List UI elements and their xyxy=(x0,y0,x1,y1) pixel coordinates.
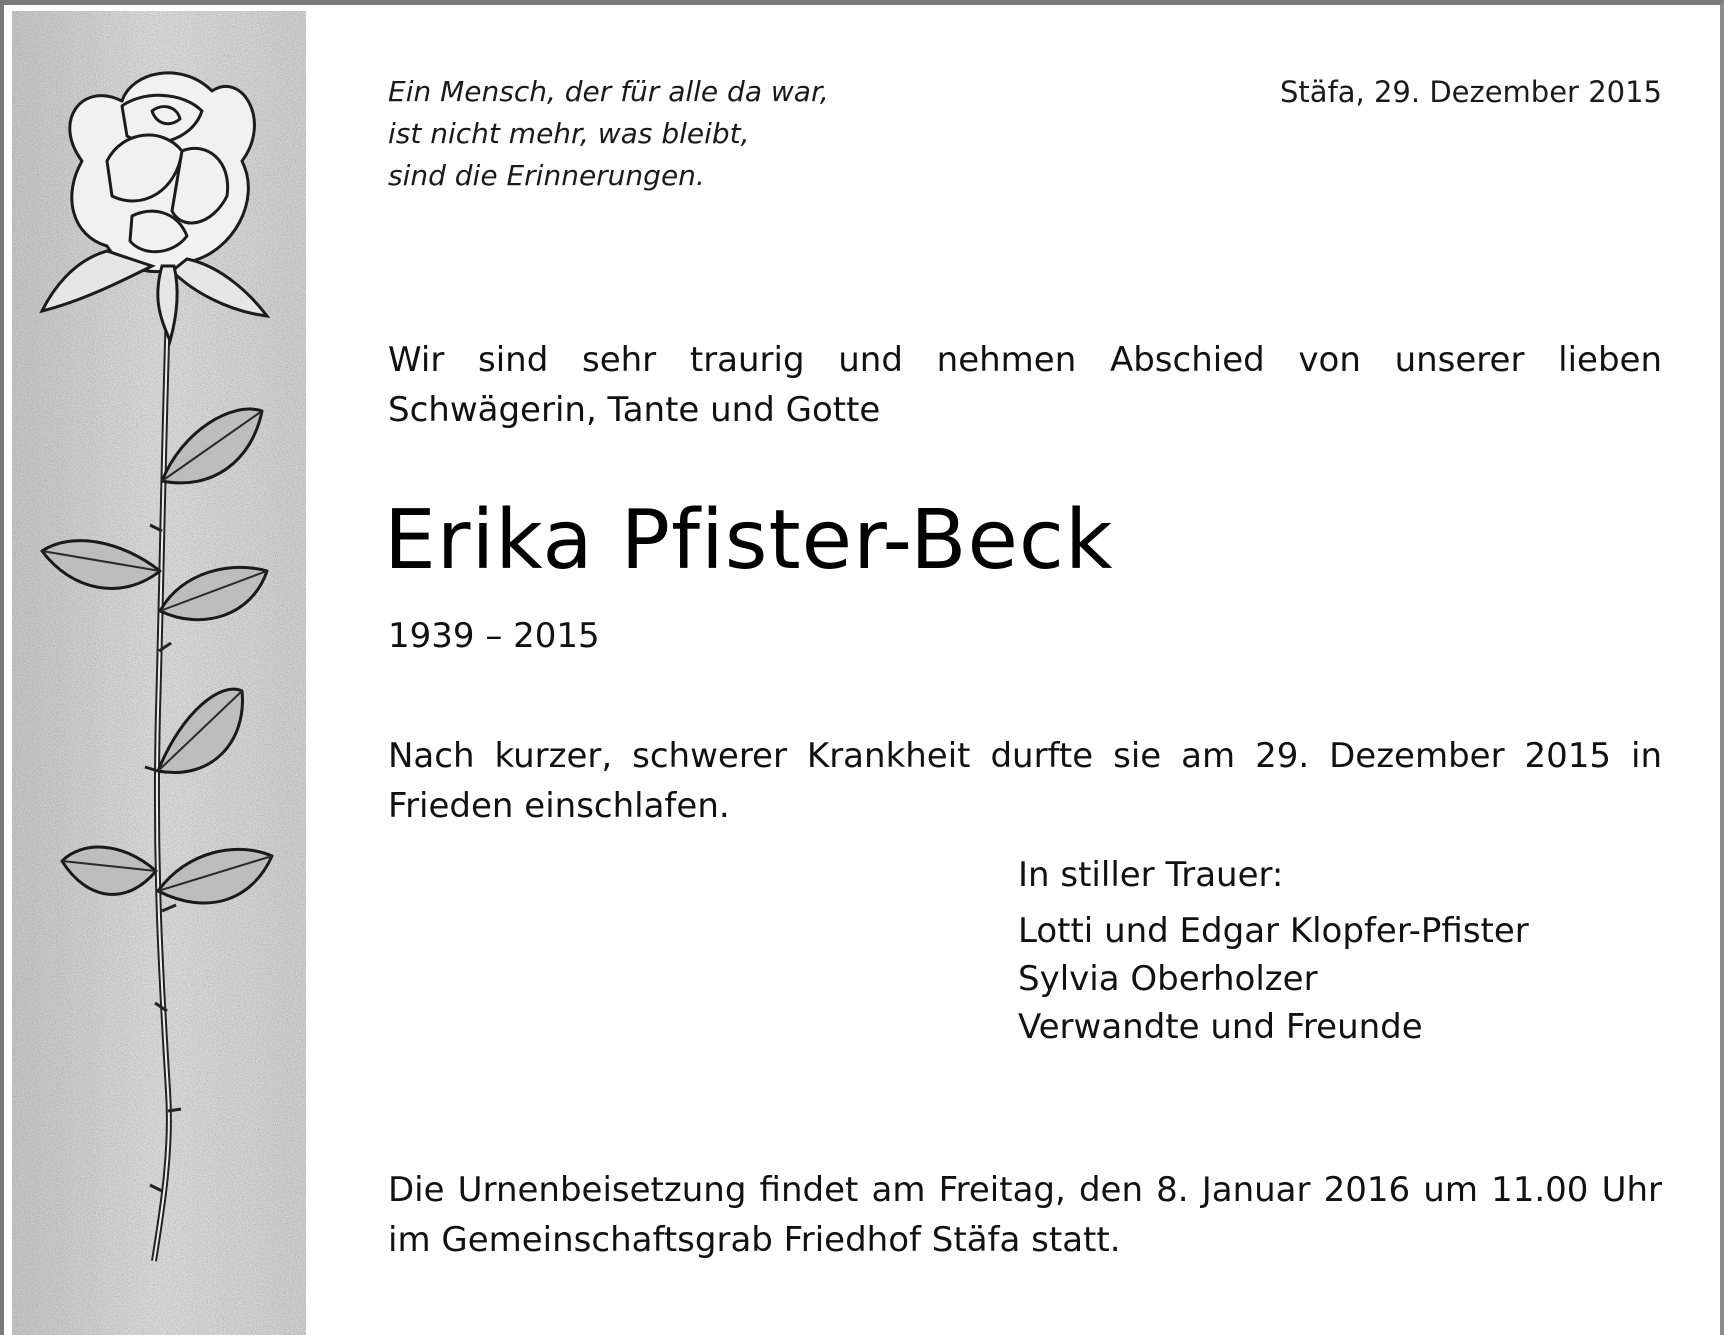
mourner-name: Sylvia Oberholzer xyxy=(1018,959,1318,999)
motto-line: ist nicht mehr, was bleibt, xyxy=(388,117,750,150)
intro-paragraph: Wir sind sehr traurig und nehmen Abschied von unserer lieben Schwägerin, Tante und Gotte xyxy=(388,340,1662,430)
mourners-block xyxy=(1018,851,1618,1051)
rose-drawing-icon xyxy=(12,11,306,1335)
notice-text-area xyxy=(384,5,1662,1335)
motto-verse xyxy=(388,71,948,197)
burial-paragraph: Die Urnenbeisetzung findet am Freitag, den 8. Januar 2016 um 11.00 Uhr im Gemeinschaftsgrab Friedhof Stäfa statt. xyxy=(388,1170,1662,1260)
passing-paragraph: Nach kurzer, schwerer Krankheit durfte sie am 29. Dezember 2015 in Frieden einschlafen. xyxy=(388,736,1662,826)
deceased-name: Erika Pfister-Beck xyxy=(384,493,1114,588)
life-years: 1939 – 2015 xyxy=(388,616,600,656)
motto-line: sind die Erinnerungen. xyxy=(388,159,705,192)
mourner-name: Verwandte und Freunde xyxy=(1018,1007,1423,1047)
motto-line: Ein Mensch, der für alle da war, xyxy=(388,75,829,108)
rose-illustration-panel xyxy=(12,11,306,1335)
place-date: Stäfa, 29. Dezember 2015 xyxy=(1280,75,1662,109)
mourners-heading: In stiller Trauer: xyxy=(1018,855,1284,895)
mourner-name: Lotti und Edgar Klopfer-Pfister xyxy=(1018,911,1529,951)
